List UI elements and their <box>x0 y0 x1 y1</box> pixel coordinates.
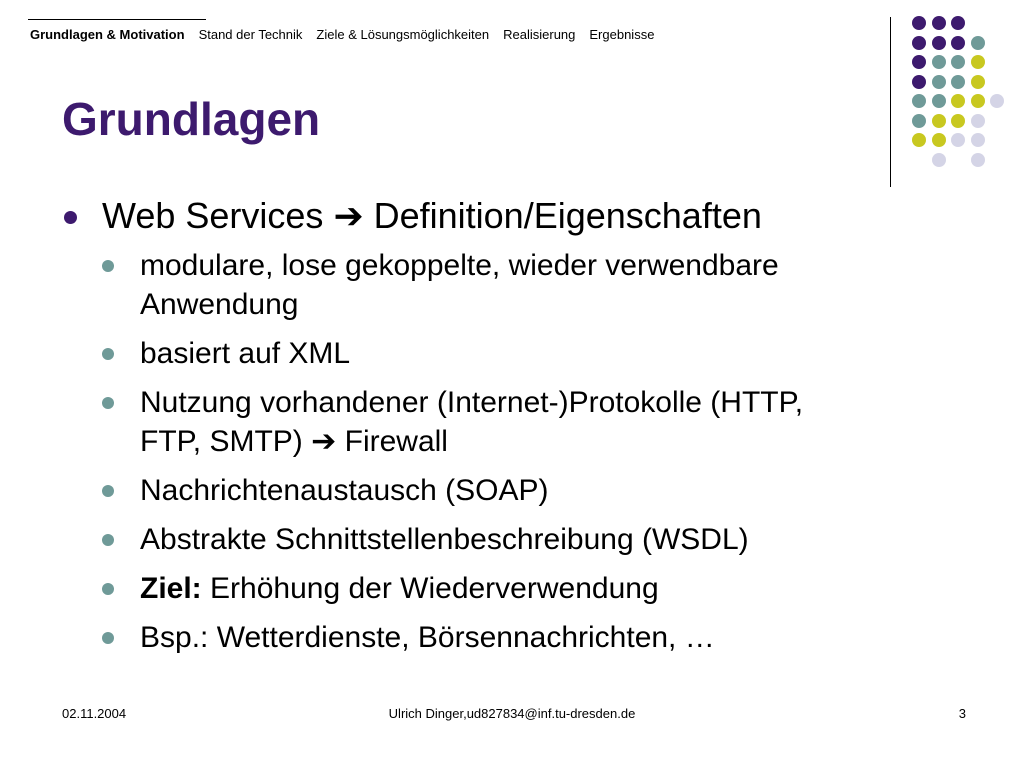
nav-item-ergebnisse[interactable]: Ergebnisse <box>589 27 655 42</box>
decorative-dot <box>951 133 965 147</box>
footer-page-number: 3 <box>958 706 966 721</box>
sub-bullet-text: basiert auf XML <box>140 337 351 370</box>
sub-bullet-line: FTP, SMTP) <box>140 425 303 458</box>
sub-bullet-item <box>62 246 984 324</box>
sub-bullet-text: Bsp.: Wetterdienste, Börsennachrichten, … <box>140 621 715 654</box>
decorative-dot <box>951 36 965 50</box>
decorative-dot <box>912 75 926 89</box>
nav-item-stand-der-technik[interactable]: Stand der Technik <box>198 27 303 42</box>
nav-item-realisierung[interactable]: Realisierung <box>503 27 576 42</box>
decorative-dot <box>971 153 985 167</box>
decorative-dot <box>912 36 926 50</box>
sub-bullet-bold-label: Ziel: <box>140 572 202 605</box>
sub-bullet-item <box>62 383 984 461</box>
decorative-dot <box>971 75 985 89</box>
decorative-dot <box>932 94 946 108</box>
bullet-dot <box>102 632 114 644</box>
decorative-dot <box>951 55 965 69</box>
decorative-dot <box>951 16 965 30</box>
nav-item-ziele[interactable]: Ziele & Lösungsmöglichkeiten <box>316 27 490 42</box>
decorative-dot <box>932 55 946 69</box>
decorative-dot <box>951 114 965 128</box>
decorative-dot <box>912 16 926 30</box>
decorative-dot <box>971 114 985 128</box>
footer-date: 02.11.2004 <box>62 706 127 721</box>
decorative-dot <box>951 94 965 108</box>
sub-bullet-text: Abstrakte Schnittstellenbeschreibung (WSDL) <box>140 523 749 556</box>
bullet-dot <box>102 260 114 272</box>
sub-bullet-text: Nachrichtenaustausch (SOAP) <box>140 474 549 507</box>
footer-author: Ulrich Dinger,ud827834@inf.tu-dresden.de <box>388 706 636 721</box>
decorative-dot <box>971 133 985 147</box>
main-bullet <box>62 194 984 238</box>
decorative-dot <box>932 75 946 89</box>
bullet-dot <box>102 534 114 546</box>
arrow-icon: ➔ <box>311 425 337 458</box>
decorative-dot <box>912 133 926 147</box>
sub-bullet-line: Firewall <box>344 425 448 458</box>
bullet-dot <box>102 348 114 360</box>
sub-bullet-line: Anwendung <box>140 288 299 321</box>
slide-title: Grundlagen <box>62 93 321 145</box>
bullet-dot <box>102 485 114 497</box>
arrow-icon: ➔ <box>333 195 364 236</box>
decorative-dot <box>990 94 1004 108</box>
sub-bullet-list <box>62 246 984 657</box>
sub-bullet-item <box>62 334 984 373</box>
sub-bullet-text: Erhöhung der Wiederverwendung <box>210 572 659 605</box>
sub-bullet-item <box>62 618 984 657</box>
slide-content <box>62 194 984 667</box>
sub-bullet-item <box>62 569 984 608</box>
bullet-dot <box>102 583 114 595</box>
decorative-dot <box>912 114 926 128</box>
decorative-dot <box>932 133 946 147</box>
sub-bullet-line: modulare, lose gekoppelte, wieder verwendbare <box>140 249 779 282</box>
decorative-dot <box>912 94 926 108</box>
sub-bullet-item <box>62 520 984 559</box>
nav-item-grundlagen[interactable]: Grundlagen & Motivation <box>30 27 185 42</box>
decorative-dot <box>971 55 985 69</box>
sub-bullet-item <box>62 471 984 510</box>
bullet-dot <box>64 211 77 224</box>
decorative-dot <box>951 75 965 89</box>
decorative-dot <box>971 94 985 108</box>
decorative-dot <box>932 153 946 167</box>
decorative-dot <box>932 114 946 128</box>
main-bullet-text: Web Services <box>102 195 324 236</box>
decorative-dot <box>932 16 946 30</box>
bullet-dot <box>102 397 114 409</box>
main-bullet-text-after: Definition/Eigenschaften <box>373 195 762 236</box>
sub-bullet-line: Nutzung vorhandener (Internet-)Protokolle (HTTP, <box>140 386 804 419</box>
decorative-dot <box>912 55 926 69</box>
decorative-dot <box>932 36 946 50</box>
decorative-dot <box>971 36 985 50</box>
